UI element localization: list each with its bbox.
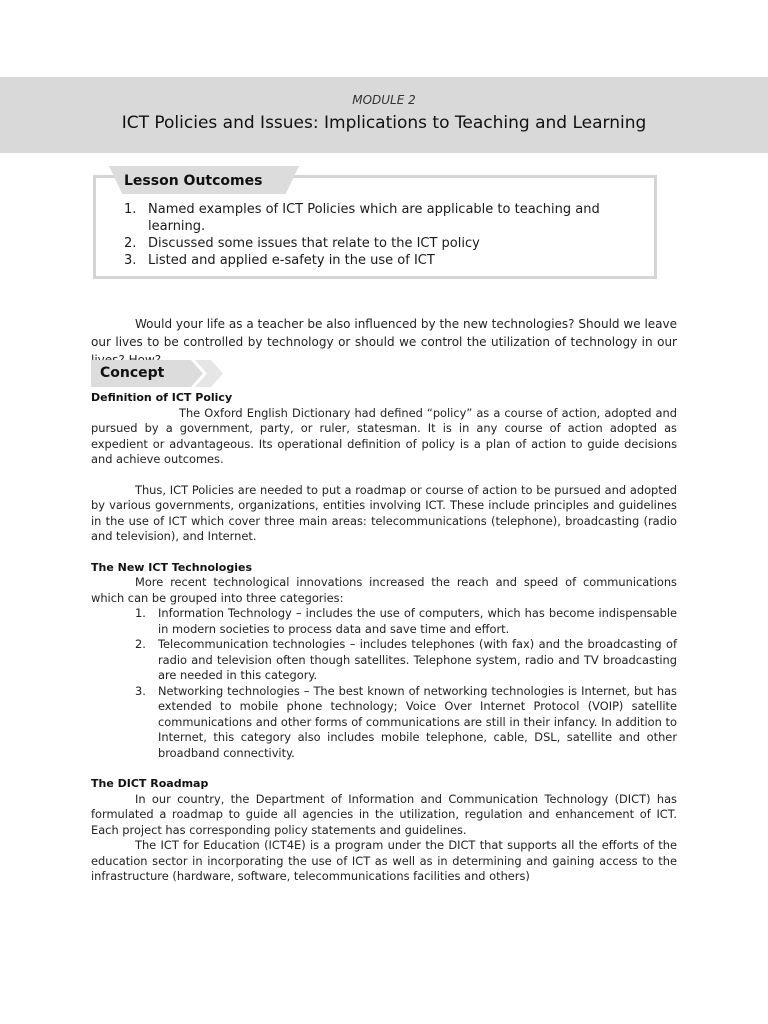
module-banner — [0, 77, 768, 153]
list-number: 1. — [135, 606, 146, 620]
list-number: 2. — [135, 637, 146, 651]
section-heading: The DICT Roadmap — [91, 777, 209, 790]
list-item — [124, 252, 639, 269]
list-number: 3. — [124, 253, 137, 268]
list-number: 2. — [124, 236, 137, 251]
module-label: MODULE 2 — [352, 93, 416, 107]
list-text: Information Technology – includes the use of computers, which has become indispensable in modern societies to process data and save time and effort. — [158, 606, 677, 636]
list-item — [124, 201, 639, 235]
section-heading: The New ICT Technologies — [91, 560, 253, 574]
paragraph: More recent technological innovations increased the reach and speed of communications which can be grouped into three categories: — [91, 575, 677, 605]
list-text: Discussed some issues that relate to the ICT policy — [148, 236, 480, 251]
list-number: 1. — [124, 202, 137, 217]
concept-tab — [91, 360, 223, 387]
list-number: 3. — [135, 683, 146, 698]
list-item — [91, 606, 677, 637]
paragraph: The Oxford English Dictionary had defined “policy” as a course of action, adopted and pursued by a government, party, or ruler, statesman. It is in any course of action adopted as expedient or advantageous. Its operational definition of policy is a plan of action to guide decisions and achieve outcomes. — [91, 405, 677, 466]
list-item — [124, 235, 639, 252]
list-text: Networking technologies – The best known of networking technologies is Internet, but has extended to mobile phone technology; Voice Over Internet Protocol (VOIP) satellite communications and other forms of communications are still in their infancy. In addition to Internet, this category also includes mobile telephone, cable, DSL, satellite and other broadband connectivity. — [158, 683, 677, 760]
paragraph: In our country, the Department of Information and Communication Technology (DICT) has formulated a roadmap to guide all agencies in the utilization, regulation and enhancement of ICT. Each project has corresponding policy statements and guidelines. — [91, 791, 677, 837]
lesson-outcomes-heading: Lesson Outcomes — [124, 173, 263, 189]
lesson-outcomes-list — [124, 201, 639, 269]
paragraph: The ICT for Education (ICT4E) is a program under the DICT that supports all the efforts of the education sector in incorporating the use of ICT as well as in determining and gaining access to the infrastructure (hardware, software, telecommunications facilities and others) — [91, 838, 677, 883]
section-heading: Definition of ICT Policy — [91, 391, 233, 404]
list-text: Named examples of ICT Policies which are applicable to teaching and learning. — [148, 202, 600, 234]
intro-paragraph: Would your life as a teacher be also influenced by the new technologies? Should we leave our lives to be controlled by technology or should we control the utilization of technology in our — [91, 317, 677, 349]
list-item — [91, 637, 677, 684]
list-text: Telecommunication technologies – includes telephones (with fax) and the broadcasting of radio and television often though satellites. Telephone system, radio and TV broadcasting are needed in this category. — [158, 637, 677, 682]
concept-heading: Concept — [100, 365, 165, 381]
paragraph: Thus, ICT Policies are needed to put a roadmap or course of action to be pursued and adopted by various governments, organizations, entities involving ICT. These include principles and guidelines in the use of ICT which cover three main areas: telecommunications (telephone), broadcasting (radio and television), and Internet. — [91, 482, 677, 543]
list-text: Listed and applied e-safety in the use of ICT — [148, 253, 435, 268]
page-title: ICT Policies and Issues: Implications to Teaching and Learning — [121, 113, 647, 133]
concept-content — [91, 390, 677, 885]
list-item — [91, 684, 677, 762]
